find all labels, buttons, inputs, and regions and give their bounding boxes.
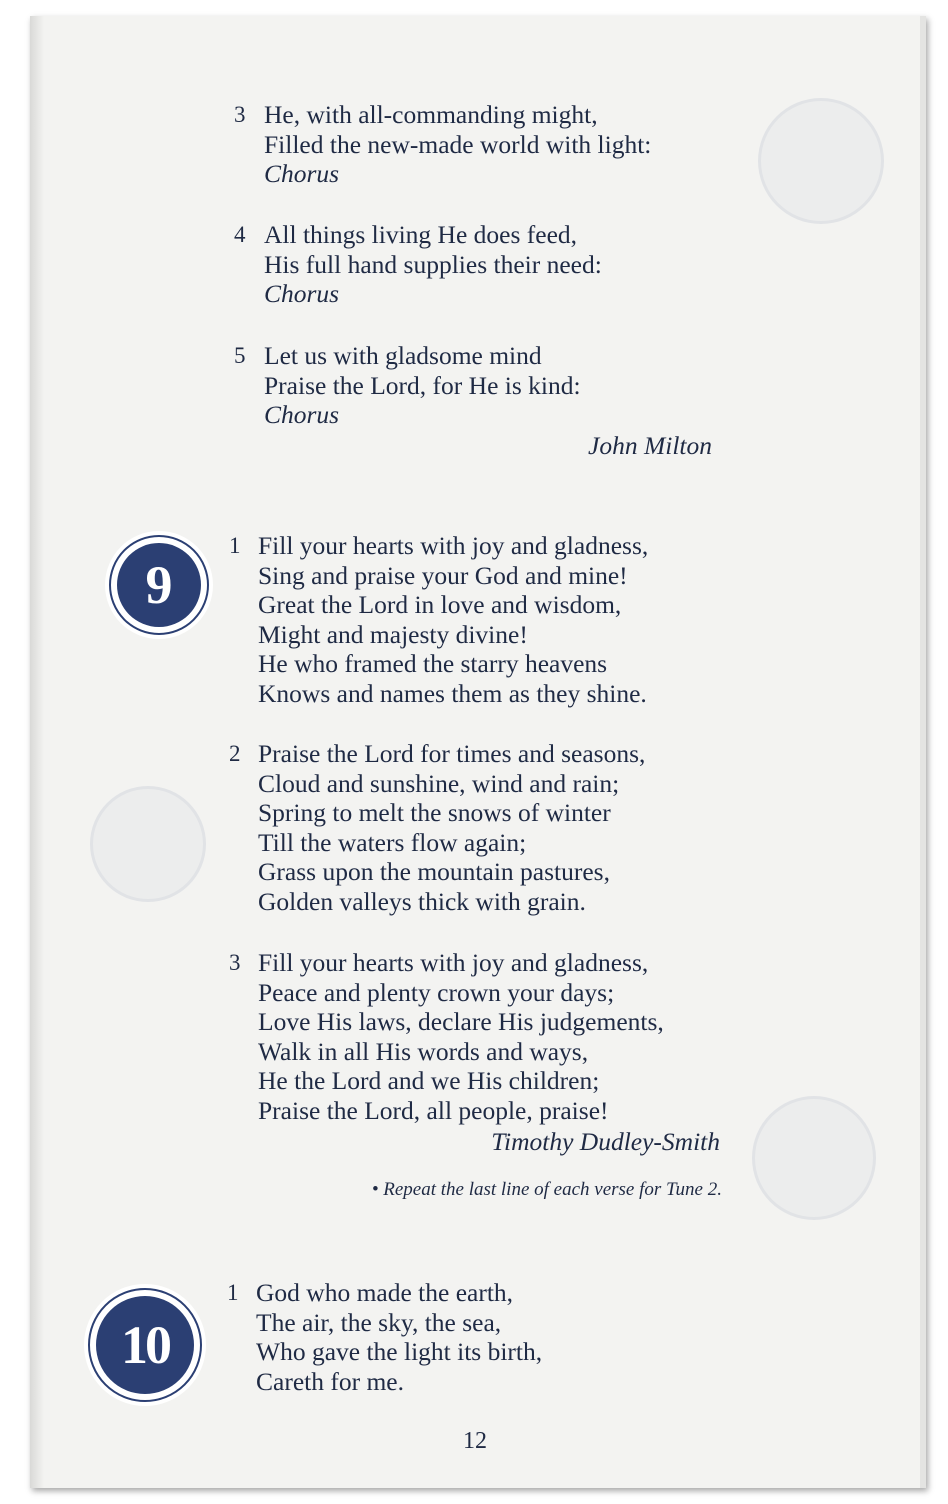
show-through-badge-bottom xyxy=(752,1096,876,1220)
tune-note: • Repeat the last line of each verse for Tune 2. xyxy=(371,1179,722,1200)
verse-line: All things living He does feed, xyxy=(264,220,578,249)
verse-line: He the Lord and we His children; xyxy=(258,1066,600,1095)
badge-number: 9 xyxy=(117,543,201,627)
verse-number: 4 xyxy=(234,222,246,247)
verse-number: 2 xyxy=(229,741,241,766)
hymn-9-number-badge xyxy=(105,531,213,639)
verse-line: The air, the sky, the sea, xyxy=(256,1307,502,1337)
verse-line: Fill your hearts with joy and gladness, xyxy=(258,948,649,977)
badge-ring xyxy=(109,535,209,635)
verse-line: Till the waters flow again; xyxy=(258,827,527,857)
verse-line: Knows and names them as they shine. xyxy=(258,678,647,708)
verse-line: He, with all-commanding might, xyxy=(264,100,598,129)
verse-line: Praise the Lord, for He is kind: xyxy=(264,370,581,400)
verse-line: Careth for me. xyxy=(256,1366,404,1396)
verse-number: 3 xyxy=(234,102,246,127)
verse-number: 1 xyxy=(227,1280,239,1305)
verse-number: 3 xyxy=(229,950,241,975)
show-through-badge-top xyxy=(758,98,884,224)
verse-line: Who gave the light its birth, xyxy=(256,1337,543,1366)
chorus-label: Chorus xyxy=(264,400,340,429)
verse-line: Praise the Lord for times and seasons, xyxy=(258,739,646,768)
page-number: 12 xyxy=(463,1428,487,1454)
chorus-label: Chorus xyxy=(264,159,340,188)
author-credit-hymn-8: John Milton xyxy=(588,431,712,460)
verse-line: He who framed the starry heavens xyxy=(258,649,608,678)
verse-line: Love His laws, declare His judgements, xyxy=(258,1007,664,1036)
verse-line: God who made the earth, xyxy=(256,1278,514,1307)
author-credit-hymn-9: Timothy Dudley-Smith xyxy=(491,1127,720,1156)
verse-line: Great the Lord in love and wisdom, xyxy=(258,590,622,619)
verse-line: Cloud and sunshine, wind and rain; xyxy=(258,768,620,798)
badge-number: 10 xyxy=(96,1296,194,1394)
verse-line: Might and majesty divine! xyxy=(258,619,528,649)
verse-line: Sing and praise your God and mine! xyxy=(258,560,628,590)
verse-line: Spring to melt the snows of winter xyxy=(258,798,611,827)
page-gutter xyxy=(30,16,44,1488)
verse-line: His full hand supplies their need: xyxy=(264,249,602,279)
verse-line: Praise the Lord, all people, praise! xyxy=(258,1095,609,1125)
verse-line: Grass upon the mountain pastures, xyxy=(258,857,610,886)
hymnbook-page xyxy=(30,16,926,1488)
verse-number: 5 xyxy=(234,343,246,368)
verse-line: Fill your hearts with joy and gladness, xyxy=(258,531,649,560)
verse-line: Let us with gladsome mind xyxy=(264,341,542,370)
hymn-10-number-badge xyxy=(84,1284,206,1406)
verse-number: 1 xyxy=(229,533,241,558)
verse-line: Golden valleys thick with grain. xyxy=(258,886,586,916)
verse-line: Walk in all His words and ways, xyxy=(258,1036,589,1066)
chorus-label: Chorus xyxy=(264,279,340,308)
badge-ring xyxy=(88,1288,202,1402)
show-through-badge-middle xyxy=(90,786,206,902)
verse-line: Peace and plenty crown your days; xyxy=(258,977,615,1007)
verse-line: Filled the new-made world with light: xyxy=(264,129,652,159)
